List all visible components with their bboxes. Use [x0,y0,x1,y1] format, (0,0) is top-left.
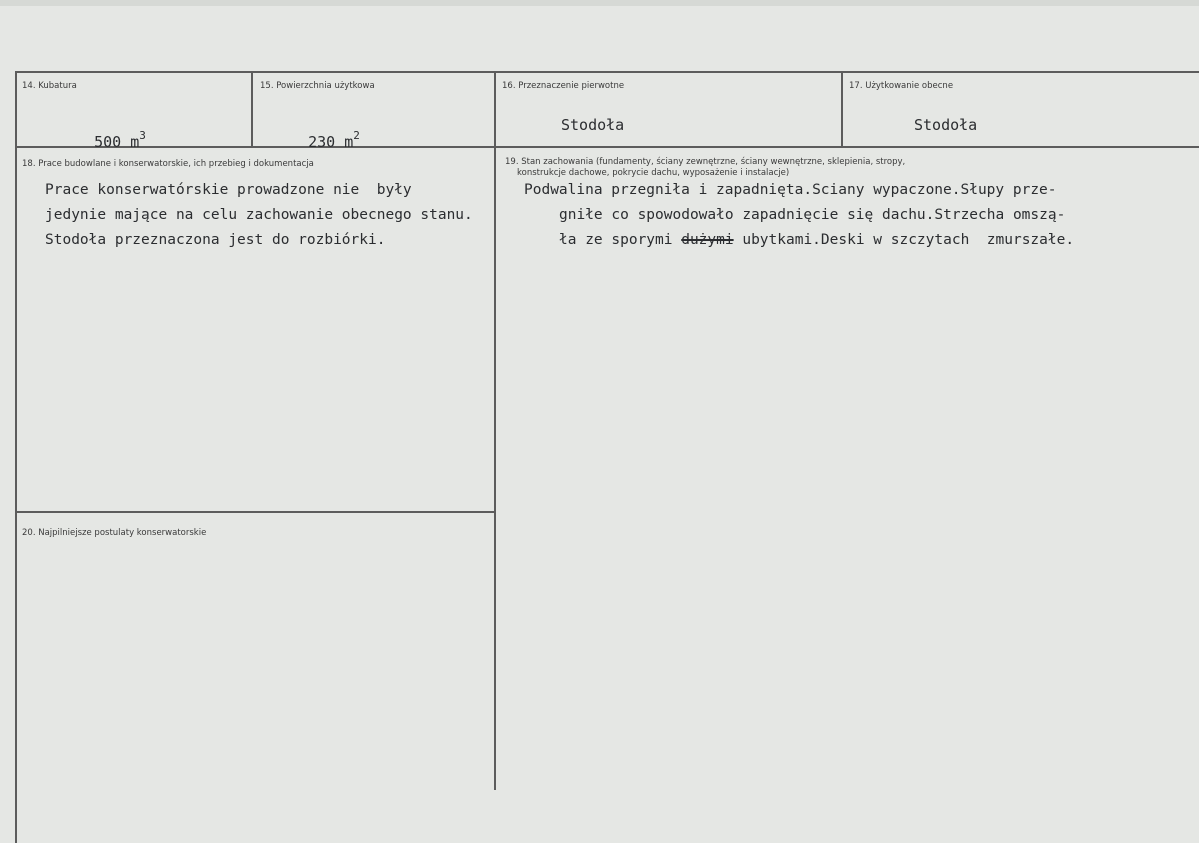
field-14-value-text: 500 m [94,133,140,151]
field-18-line-1: Prace konserwatórskie prowadzone nie były [45,182,412,198]
grid-line-left [15,71,17,843]
field-14-unit-exponent: 3 [139,129,146,142]
field-19-line-3-end: ubytkami.Deski w szczytach zmurszałe. [733,232,1075,248]
field-18-label: 18. Prace budowlane i konserwatorskie, ich przebieg i dokumentacja [22,159,314,169]
field-19-label-line-2: konstrukcje dachowe, pokrycie dachu, wyposażenie i instalacje) [517,168,790,178]
field-19-line-2: gniłe co spowodowało zapadnięcie się dachu.Strzecha omszą- [559,207,1066,223]
field-16-value: Stodoła [561,116,625,134]
field-19-line-3-start: ła ze sporymi [559,232,682,248]
grid-line-v3 [841,71,843,148]
field-14-label: 14. Kubatura [22,81,77,91]
field-17-value: Stodoła [914,116,978,134]
grid-line-v1 [251,71,253,148]
field-17-label: 17. Użytkowanie obecne [849,81,954,91]
grid-line-v2 [494,71,496,790]
field-19-line-1: Podwalina przegniła i zapadnięta.Sciany wypaczone.Słupy prze- [524,182,1057,198]
field-19-label-line-1: 19. Stan zachowania (fundamenty, ściany zewnętrzne, ściany wewnętrzne, sklepienia, stropy, [505,157,906,167]
field-19-line-3 [559,231,1074,249]
card-top-edge [0,0,1199,6]
struck-out-word: dużymi [681,232,734,248]
field-15-value-text: 230 m [308,133,354,151]
field-20-label: 20. Najpilniejsze postulaty konserwatorskie [22,528,207,538]
field-18-line-3: Stodoła przeznaczona jest do rozbiórki. [45,232,386,248]
grid-line-top [15,71,1199,73]
grid-line-sec20-top [15,511,496,513]
field-16-label: 16. Przeznaczenie pierwotne [502,81,625,91]
field-15-label: 15. Powierzchnia użytkowa [260,81,375,91]
grid-line-row1-bottom [15,146,1199,148]
field-15-unit-exponent: 2 [353,129,360,142]
field-18-line-2: jedynie mające na celu zachowanie obecnego stanu. [45,207,473,223]
